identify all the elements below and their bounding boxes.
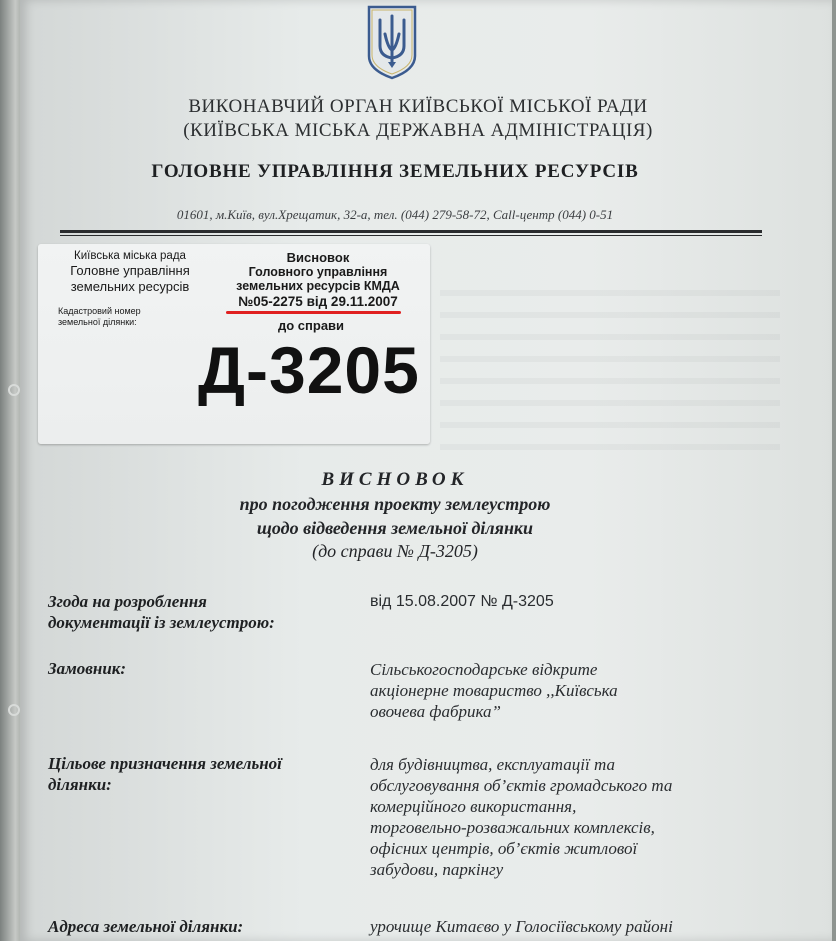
field-address-label [48,916,243,937]
binding-hole [8,384,20,396]
sticker-dept-line-2: земельних ресурсів [70,279,190,294]
header-rule-thin [60,235,762,236]
organization-line-2: (КИЇВСЬКА МІСЬКА ДЕРЖАВНА АДМІНІСТРАЦІЯ) [183,120,653,141]
field-label-line: документації із землеустрою: [48,613,275,632]
field-value-line: торговельно-розважальних комплексів, [370,818,655,837]
case-sticker [38,244,430,444]
field-label-line: Цільове призначення земельної [48,754,282,773]
field-purpose-value [370,754,770,880]
field-label-line: Замовник: [48,659,127,678]
ukraine-trident-emblem-icon [366,4,418,80]
organization-line-1: ВИКОНАВЧИЙ ОРГАН КИЇВСЬКОЇ МІСЬКОЇ РАДИ [188,96,648,117]
department-address: 01601, м.Київ, вул.Хрещатик, 32-а, тел. (044) 279-58-72, Call-центр (044) 0-51 [176,207,614,222]
field-value-line: овочева фабрика” [370,702,501,721]
field-value-line: обслуговування об’єктів громадського та [370,776,673,795]
field-customer-value [370,659,770,722]
sticker-cadastral-label [58,306,141,328]
binding-hole [8,704,20,716]
field-consent-label [48,591,275,633]
field-label-line: Адреса земельної ділянки: [48,917,244,936]
sticker-conclusion-line-2: земельних ресурсів КМДА [236,279,400,293]
department-title: ГОЛОВНЕ УПРАВЛІННЯ ЗЕМЕЛЬНИХ РЕСУРСІВ [151,161,639,182]
sticker-conclusion-title: Висновок [286,250,350,265]
sticker-conclusion-block [218,250,418,309]
sticker-case-number: Д-3205 [198,333,420,407]
field-address-value [370,916,770,937]
document-subtitle-2: щодо відведення земельної ділянки [256,518,534,538]
sticker-conclusion-line-1: Головного управління [248,265,388,279]
sticker-to-case: до справи [278,318,345,333]
sticker-conclusion-number: №05-2275 від 29.11.2007 [238,294,398,309]
bleed-through-text [440,290,780,460]
document-title: ВИСНОВОК [321,469,469,490]
field-label-line: Згода на розроблення [48,592,207,611]
header-rule-thick [60,230,762,233]
sticker-cadastral-line-1: Кадастровий номер [58,306,141,316]
field-customer-label [48,658,126,679]
field-value-line: для будівництва, експлуатації та [370,755,615,774]
document-subtitle-1: про погодження проекту землеустрою [239,494,551,514]
field-value-line: комерційного використання, [370,797,577,816]
field-value-line: забудови, паркінгу [370,860,504,879]
document-subtitle-3: (до справи № Д-3205) [312,541,478,561]
red-underline-mark [226,311,401,314]
field-purpose-label [48,753,282,795]
field-value-line: урочище Китаєво у Голосіївському районі [370,917,673,936]
sticker-council: Київська міська рада [74,250,186,262]
sticker-left-block [50,250,210,294]
field-value-line: Сільськогосподарське відкрите [370,660,598,679]
field-consent-value: від 15.08.2007 № Д-3205 [370,593,554,610]
sticker-cadastral-line-2: земельної ділянки: [58,317,137,327]
field-label-line: ділянки: [48,775,112,794]
field-value-line: акціонерне товариство ,,Київська [370,681,618,700]
sticker-dept-line-1: Головне управління [70,263,190,278]
field-value-line: офісних центрів, об’єктів житлової [370,839,638,858]
